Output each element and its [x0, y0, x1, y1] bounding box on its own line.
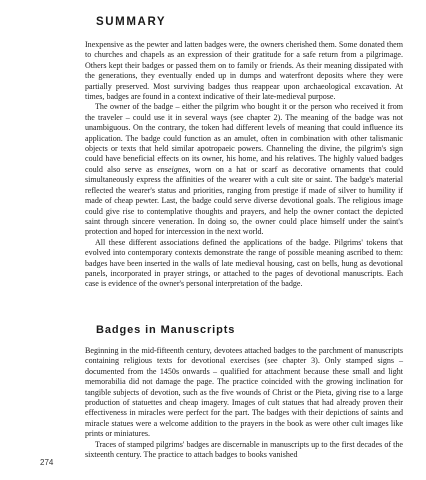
summary-paragraph-2-part-2: , worn on a hat or scarf as decorative ornaments that could simultaneously express the affinities of the wearer with a cult site or saint. The badge's material reflected the wearer's status and priorities, ranging from prestige if made of silver to humility if made of cheap pewter. Last, the badge could serve diverse devotional goals. The religious image could give rise to contemplative thoughts and prayers, and help the owner contact the depicted saint through sincere veneration. In doing so, the owner could place himself under the saint's protection and hoped for intercession in the next world. — [85, 164, 403, 237]
summary-heading: SUMMARY — [96, 16, 167, 28]
section-paragraph-2: Traces of stamped pilgrims' badges are discernable in manuscripts up to the first decades of the sixteenth century. The practice to attach badges to books vanished — [85, 439, 403, 460]
summary-paragraph-1: Inexpensive as the pewter and latten badges were, the owners cherished them. Some donated them to churches and chapels as an expression of their gratitude for a safe return from a pilgrimage. Others kept their badges or passed them on to family or friends. As their meaning dissipated with the generations, they eventually ended up in dumps and waterfront deposits where they were partially preserved. Most surviving badges thus reappear upon archaeological excavation. At times, badges are found in a context indicative of their late-medieval purpose. — [85, 40, 403, 102]
section-heading-badges-in-manuscripts: Badges in Manuscripts — [96, 324, 236, 336]
summary-paragraph-3: All these different associations defined the applications of the badge. Pilgrims' tokens that evolved into contemporary contexts demonstrate the range of possible meaning ascribed to them: badges have been inserted in the walls of late medieval housing, cast on bells, hung as devotional panels, incorporated in prayer strings, or attached to the pages of devotional manuscripts. Each case is evidence of the owner's personal interpretation of the badge. — [85, 237, 403, 289]
section-paragraph-1: Beginning in the mid-fifteenth century, devotees attached badges to the parchment of manuscripts containing religious texts for devotional exercises (see chapter 3). Only stamped signs – documented from the 1450s onwards – qualified for attachment because these small and light memorabilia did not damage the page. The practice coincided with the growing inclination for tangible subjects of devotion, such as the five wounds of Christ or the Pieta, giving rise to a large production of statuettes and cheap imagery. Images of cult statues that had already proven their effectiveness in miracles were perfect for the part. The badges with their depictions of saints and miracle statues were a welcome addition to the prayers in the book as were other cult images like prints or miniatures. — [85, 346, 403, 439]
summary-paragraph-2 — [85, 102, 403, 237]
page-number: 274 — [40, 458, 54, 467]
enseignes-term: enseignes — [157, 164, 189, 174]
section-body — [85, 346, 403, 460]
summary-paragraph-2-part-1: The owner of the badge – either the pilgrim who bought it or the person who received it from the traveler – could use it in several ways (see chapter 2). The meaning of the badge was not unambiguous. On the contrary, the token had different levels of meaning that could influence its application. The badge could function as an amulet, often in combination with other talismanic objects or texts that held similar apotropaeic powers. Channeling the divine, the pilgrim's sign could have beneficial effects on its owner, his home, and his relatives. The highly valued badges could also serve as — [85, 102, 403, 174]
summary-body — [85, 40, 403, 290]
